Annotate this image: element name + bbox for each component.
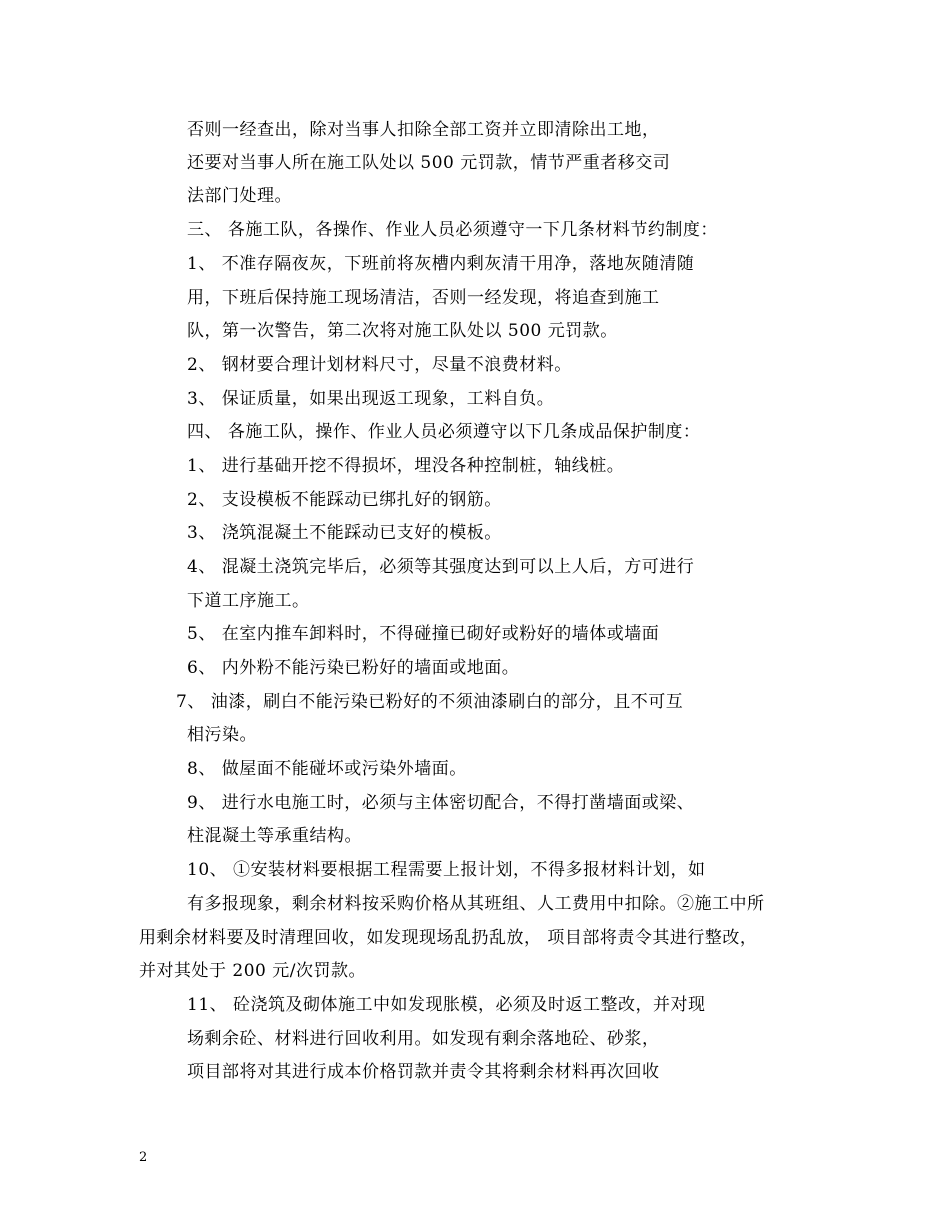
text-line: 5、 在室内推车卸料时，不得碰撞已砌好或粉好的墙体或墙面 — [187, 624, 660, 644]
text-line: 9、 进行水电施工时，必须与主体密切配合，不得打凿墙面或梁、 — [187, 793, 695, 813]
text-line: 柱混凝土等承重结构。 — [187, 826, 362, 846]
text-line: 1、 进行基础开挖不得损坏，埋没各种控制桩，轴线桩。 — [187, 456, 625, 476]
text-line: 场剩余砼、材料进行回收利用。如发现有剩余落地砼、砂浆， — [187, 1029, 660, 1049]
page-number: 2 — [139, 1150, 148, 1165]
text-line: 10、 ①安装材料要根据工程需要上报计划，不得多报材料计划，如 — [187, 860, 706, 880]
text-line: 11、 砼浇筑及砌体施工中如发现胀模，必须及时返工整改，并对现 — [187, 995, 706, 1015]
text-line: 6、 内外粉不能污染已粉好的墙面或地面。 — [187, 658, 520, 678]
text-line: 4、 混凝土浇筑完毕后，必须等其强度达到可以上人后，方可进行 — [187, 557, 695, 577]
text-line: 2、 支设模板不能踩动已绑扎好的钢筋。 — [187, 490, 502, 510]
text-line: 项目部将对其进行成本价格罚款并责令其将剩余材料再次回收 — [187, 1062, 660, 1082]
text-line: 用剩余材料要及时清理回收，如发现现场乱扔乱放， 项目部将责令其进行整改， — [139, 928, 758, 948]
text-line: 1、 不准存隔夜灰，下班前将灰槽内剩灰清干用净，落地灰随清随 — [187, 254, 695, 274]
text-line: 否则一经查出，除对当事人扣除全部工资并立即清除出工地， — [187, 120, 660, 140]
text-line: 相污染。 — [187, 725, 257, 745]
text-line: 队，第一次警告，第二次将对施工队处以 500 元罚款。 — [187, 321, 618, 341]
text-line: 并对其处于 200 元/次罚款。 — [139, 961, 366, 981]
text-line: 2、 钢材要合理计划材料尺寸，尽量不浪费材料。 — [187, 355, 572, 375]
text-line: 下道工序施工。 — [187, 591, 310, 611]
text-line: 3、 保证质量，如果出现返工现象，工料自负。 — [187, 389, 555, 409]
text-line: 法部门处理。 — [187, 186, 292, 206]
text-line: 3、 浇筑混凝土不能踩动已支好的模板。 — [187, 523, 502, 543]
text-line: 有多报现象，剩余材料按采购价格从其班组、人工费用中扣除。②施工中所 — [187, 894, 765, 914]
text-line: 7、 油漆，刷白不能污染已粉好的不须油漆刷白的部分，且不可互 — [176, 692, 684, 712]
text-line: 四、 各施工队，操作、作业人员必须遵守以下几条成品保护制度： — [187, 422, 701, 442]
text-line: 还要对当事人所在施工队处以 500 元罚款，情节严重者移交司 — [187, 153, 671, 173]
text-line: 三、 各施工队，各操作、作业人员必须遵守一下几条材料节约制度： — [187, 220, 718, 240]
text-line: 用，下班后保持施工现场清洁，否则一经发现，将追查到施工 — [187, 288, 660, 308]
text-line: 8、 做屋面不能碰坏或污染外墙面。 — [187, 759, 467, 779]
